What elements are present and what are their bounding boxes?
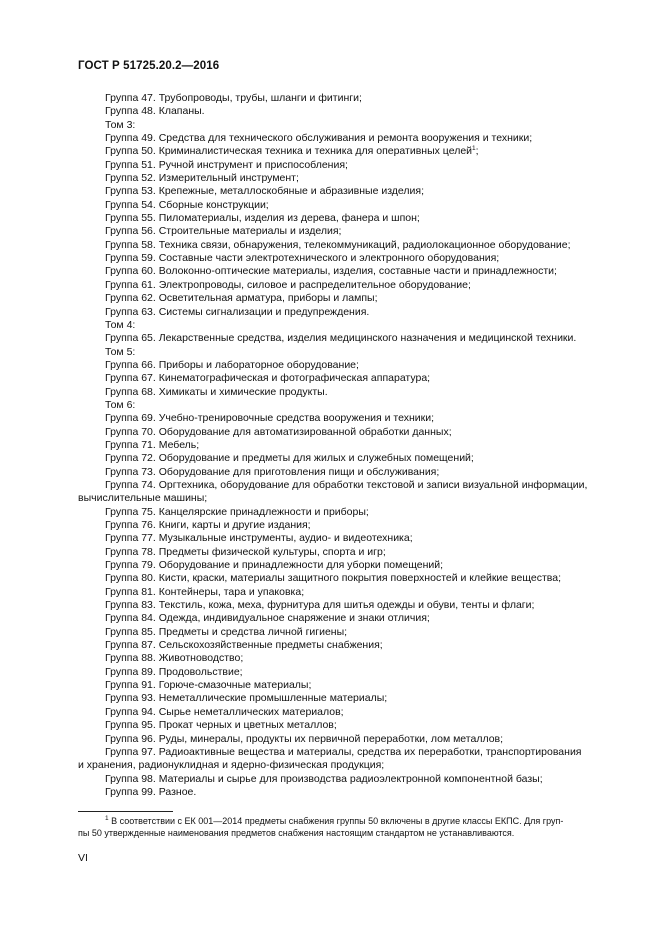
list-item-text: Группа 80. Кисти, краски, материалы защитного покрытия поверхностей и клейкие вещества; [105, 572, 561, 585]
list-item-text: Группа 67. Кинематографическая и фотографическая аппаратура; [105, 372, 431, 385]
list-item [78, 399, 613, 412]
list-item-text: Группа 68. Химикаты и химические продукты. [105, 385, 328, 398]
list-item [78, 733, 613, 746]
list-item [78, 145, 613, 158]
list-item-text: Группа 91. Горюче-смазочные материалы; [105, 679, 312, 692]
list-item [78, 332, 613, 345]
list-item-text: Группа 83. Текстиль, кожа, меха, фурнитура для шитья одежды и обуви, тенты и флаги; [105, 599, 535, 612]
list-item-text: Группа 48. Клапаны. [105, 105, 205, 118]
list-item [78, 786, 613, 799]
footnote-line-1 [78, 816, 613, 828]
list-item [78, 119, 613, 132]
list-item-text: Группа 93. Неметаллические промышленные материалы; [105, 692, 388, 705]
list-item [78, 612, 613, 625]
list-item-continuation [78, 759, 613, 772]
list-item-text: Группа 75. Канцелярские принадлежности и приборы; [105, 505, 369, 518]
list-item [78, 386, 613, 399]
list-item-text: Группа 66. Приборы и лабораторное оборудование; [105, 358, 359, 371]
list-item-text: Том 3: [105, 118, 136, 131]
list-item-punctuation: ; [475, 145, 479, 158]
list-item [78, 559, 613, 572]
list-item-text: Группа 55. Пиломатериалы, изделия из дерева, фанера и шпон; [105, 212, 420, 225]
list-item-text: Группа 87. Сельскохозяйственные предметы снабжения; [105, 639, 383, 652]
list-item-text: Группа 59. Составные части электротехнического и электронного оборудования; [105, 252, 500, 265]
list-item [78, 185, 613, 198]
list-item-text: Группа 98. Материалы и сырье для производства радиоэлектронной компонентной базы; [105, 772, 543, 785]
list-item [78, 519, 613, 532]
list-item [78, 105, 613, 118]
list-item [78, 265, 613, 278]
list-item [78, 532, 613, 545]
list-item [78, 92, 613, 105]
footnote-divider [78, 811, 173, 812]
list-item-text: вычислительные машины; [78, 492, 208, 505]
footnote-line-2: пы 50 утвержденные наименования предметов снабжения настоящим стандартом не устанавливаются. [78, 827, 515, 838]
list-item-text: Группа 95. Прокат черных и цветных металлов; [105, 719, 337, 732]
list-item [78, 679, 613, 692]
list-item-text: Группа 65. Лекарственные средства, изделия медицинского назначения и медицинской техники. [105, 332, 577, 345]
list-item [78, 692, 613, 705]
footnote-reference: 1 [472, 145, 476, 153]
list-item [78, 372, 613, 385]
list-item [78, 172, 613, 185]
list-item [78, 426, 613, 439]
list-item-text: Группа 52. Измерительный инструмент; [105, 172, 299, 185]
list-item-text: Группа 54. Сборные конструкции; [105, 198, 269, 211]
list-item-text: Группа 77. Музыкальные инструменты, аудио- и видеотехника; [105, 532, 413, 545]
list-item-text: Группа 84. Одежда, индивидуальное снаряжение и знаки отличия; [105, 612, 430, 625]
list-item [78, 306, 613, 319]
list-item-text: Том 5: [105, 345, 136, 358]
list-item-text: Том 4: [105, 318, 136, 331]
list-item-text: Группа 50. Криминалистическая техника и техника для оперативных целей [105, 145, 473, 158]
footnote-text-1: В соответствии с ЕК 001—2014 предметы снабжения группы 50 включены в другие классы ЕКПС. Для груп- [108, 816, 564, 826]
list-item-text: Группа 79. Оборудование и принадлежности для уборки помещений; [105, 559, 444, 572]
document-header: ГОСТ Р 51725.20.2—2016 [78, 60, 220, 72]
list-item [78, 626, 613, 639]
list-item [78, 412, 613, 425]
list-item-text: Группа 97. Радиоактивные вещества и материалы, средства их переработки, транспортирования [105, 745, 582, 758]
footnote-mark: 1 [105, 815, 109, 822]
list-item [78, 239, 613, 252]
list-item-text: Группа 96. Руды, минералы, продукты их первичной переработки, лом металлов; [105, 732, 504, 745]
list-item [78, 479, 613, 492]
list-item-text: и хранения, радионуклидная и ядерно-физическая продукция; [78, 759, 385, 772]
list-item-text: Группа 94. Сырье неметаллических материалов; [105, 705, 344, 718]
list-item-text: Группа 47. Трубопроводы, трубы, шланги и фитинги; [105, 92, 362, 104]
list-item [78, 466, 613, 479]
list-item-text: Группа 73. Оборудование для приготовления пищи и обслуживания; [105, 465, 440, 478]
list-item [78, 279, 613, 292]
list-item-text: Группа 60. Волоконно-оптические материалы, изделия, составные части и принадлежности; [105, 265, 557, 278]
list-item [78, 506, 613, 519]
list-item [78, 292, 613, 305]
list-item-text: Группа 53. Крепежные, металлоскобяные и абразивные изделия; [105, 185, 424, 198]
list-item [78, 652, 613, 665]
list-item-text: Группа 63. Системы сигнализации и предупреждения. [105, 305, 370, 318]
list-item [78, 572, 613, 585]
list-item [78, 319, 613, 332]
list-item-text: Группа 69. Учебно-тренировочные средства вооружения и техники; [105, 412, 435, 425]
list-item-text: Группа 70. Оборудование для автоматизированной обработки данных; [105, 425, 452, 438]
list-item [78, 199, 613, 212]
list-item-text: Группа 51. Ручной инструмент и приспособления; [105, 158, 348, 171]
list-item-text: Группа 85. Предметы и средства личной гигиены; [105, 625, 348, 638]
group-list [78, 92, 613, 799]
page-number: VI [78, 852, 88, 864]
list-item-text: Группа 89. Продовольствие; [105, 665, 243, 678]
list-item [78, 706, 613, 719]
list-item-text: Группа 49. Средства для технического обслуживания и ремонта вооружения и техники; [105, 132, 533, 145]
list-item-text: Группа 76. Книги, карты и другие издания; [105, 519, 311, 531]
list-item [78, 346, 613, 359]
list-item-text: Группа 74. Оргтехника, оборудование для обработки текстовой и записи визуальной информации, [105, 478, 588, 491]
list-item [78, 599, 613, 612]
list-item [78, 132, 613, 145]
list-item [78, 452, 613, 465]
list-item-text: Группа 72. Оборудование и предметы для жилых и служебных помещений; [105, 452, 474, 465]
list-item [78, 159, 613, 172]
list-item-continuation [78, 492, 613, 505]
list-item [78, 212, 613, 225]
list-item-text: Группа 81. Контейнеры, тара и упаковка; [105, 585, 305, 598]
list-item [78, 639, 613, 652]
list-item-text: Группа 61. Электропроводы, силовое и распределительное оборудование; [105, 278, 471, 291]
list-item-text: Группа 58. Техника связи, обнаружения, телекоммуникаций, радиолокационное оборудование; [105, 238, 571, 251]
list-item [78, 773, 613, 786]
list-item [78, 746, 613, 759]
list-item [78, 586, 613, 599]
list-item-text: Группа 62. Осветительная арматура, приборы и лампы; [105, 292, 378, 305]
list-item [78, 359, 613, 372]
list-item [78, 666, 613, 679]
list-item-text: Группа 78. Предметы физической культуры, спорта и игр; [105, 545, 386, 558]
list-item-text: Том 6: [105, 398, 136, 411]
list-item [78, 439, 613, 452]
list-item-text: Группа 56. Строительные материалы и изделия; [105, 225, 342, 238]
list-item-text: Группа 99. Разное. [105, 785, 197, 798]
list-item [78, 719, 613, 732]
list-item [78, 252, 613, 265]
list-item-text: Группа 88. Животноводство; [105, 652, 244, 665]
list-item-text: Группа 71. Мебель; [105, 438, 200, 451]
list-item [78, 546, 613, 559]
list-item [78, 225, 613, 238]
footnote [78, 816, 613, 839]
